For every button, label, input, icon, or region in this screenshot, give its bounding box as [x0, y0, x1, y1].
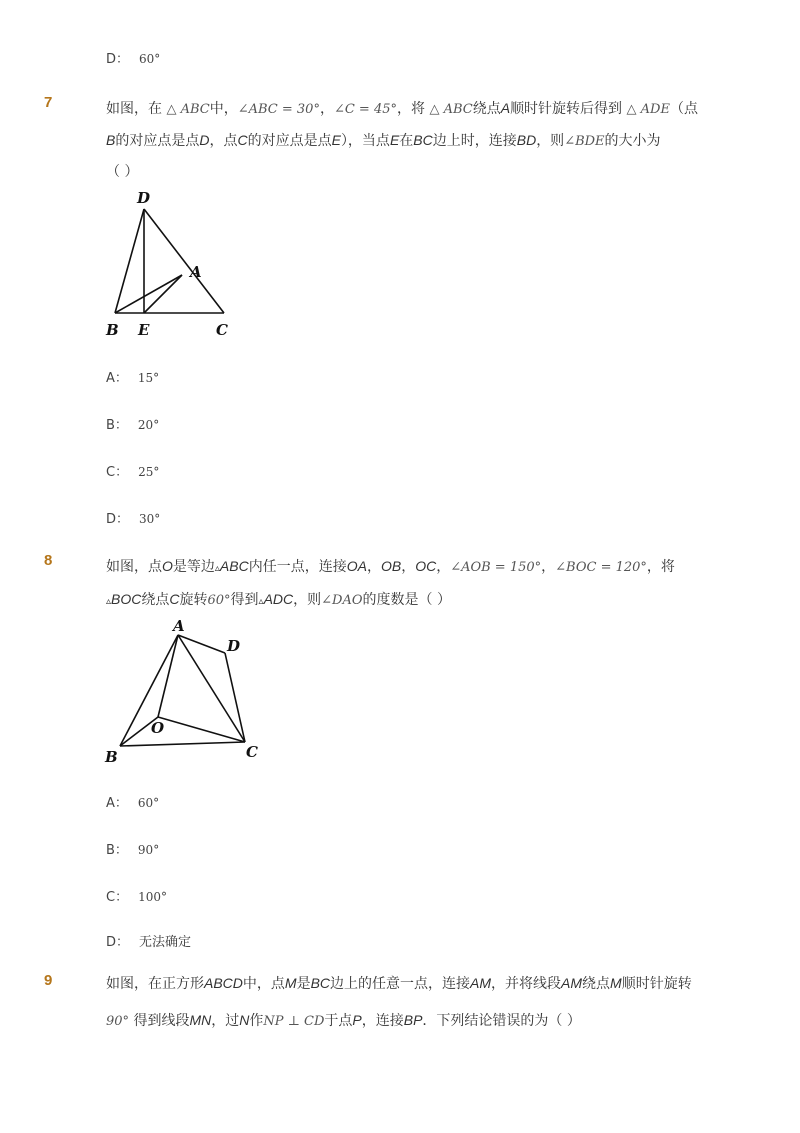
q7-option-a[interactable]	[106, 367, 159, 386]
option-value: 20°	[137, 418, 160, 432]
label-C: C	[246, 743, 258, 761]
option-value: 15°	[137, 371, 160, 385]
q7-option-b[interactable]	[106, 414, 159, 433]
question-number-9: 9	[44, 972, 53, 989]
option-value: 25°	[138, 465, 160, 479]
question-8-text	[106, 551, 726, 617]
q8-line-1: 如图，点O是等边▵ABC内任一点，连接OA，OB，OC，∠AOB = 150°，∠BOC = 120°，将	[106, 558, 675, 575]
q7-option-d[interactable]	[106, 508, 160, 527]
option-letter: D：	[106, 52, 130, 67]
option-value: 60°	[139, 52, 161, 66]
q7-line-1: 如图，在 △ ABC中，∠ABC = 30°，∠C = 45°，将 △ ABC绕点A顺时针旋转后得到 △ ADE（点	[106, 100, 698, 117]
q8-option-c[interactable]	[106, 886, 167, 905]
label-A: A	[190, 263, 202, 281]
option-letter: D：	[106, 935, 130, 950]
q8-option-b[interactable]	[106, 839, 159, 858]
q7-line-3: （ ）	[106, 164, 139, 180]
q6-option-d[interactable]	[106, 48, 160, 67]
option-letter: C：	[106, 465, 129, 480]
question-7-text	[106, 93, 726, 187]
option-letter: A：	[106, 371, 128, 386]
question-number-8: 8	[44, 552, 53, 569]
label-A: A	[173, 617, 185, 635]
q9-line-2: 90° 得到线段MN，过N作NP ⊥ CD于点P，连接BP．下列结论错误的为（ ）	[106, 1012, 581, 1029]
option-letter: B：	[106, 418, 128, 433]
option-letter: A：	[106, 796, 128, 811]
question-number-7: 7	[44, 94, 53, 111]
label-E: E	[138, 321, 150, 339]
label-C: C	[216, 321, 228, 339]
q8-option-d[interactable]	[106, 931, 191, 950]
option-value: 无法确定	[139, 935, 192, 950]
q7-figure	[100, 185, 240, 345]
q7-option-c[interactable]	[106, 461, 159, 480]
q8-line-2: ▵BOC绕点C旋转60°得到▵ADC，则∠DAO的度数是（ ）	[106, 591, 451, 608]
option-value: 90°	[137, 843, 160, 857]
option-letter: D：	[106, 512, 130, 527]
q8-figure	[100, 615, 270, 770]
question-9-text	[106, 968, 726, 1037]
label-O: O	[151, 719, 165, 737]
q9-line-1: 如图，在正方形ABCD中，点M是BC边上的任意一点，连接AM，并将线段AM绕点M顺时针旋转	[106, 975, 692, 992]
label-B: B	[106, 321, 119, 339]
option-value: 100°	[138, 890, 167, 904]
label-B: B	[105, 748, 118, 766]
option-value: 60°	[137, 796, 160, 810]
q8-option-a[interactable]	[106, 792, 159, 811]
option-letter: C：	[106, 890, 129, 905]
option-value: 30°	[139, 512, 161, 526]
label-D: D	[137, 189, 151, 207]
label-D: D	[227, 637, 241, 655]
option-letter: B：	[106, 843, 128, 858]
q7-line-2: B的对应点是点D，点C的对应点是点E），当点E在BC边上时，连接BD，则∠BDE的大小为	[106, 132, 661, 149]
